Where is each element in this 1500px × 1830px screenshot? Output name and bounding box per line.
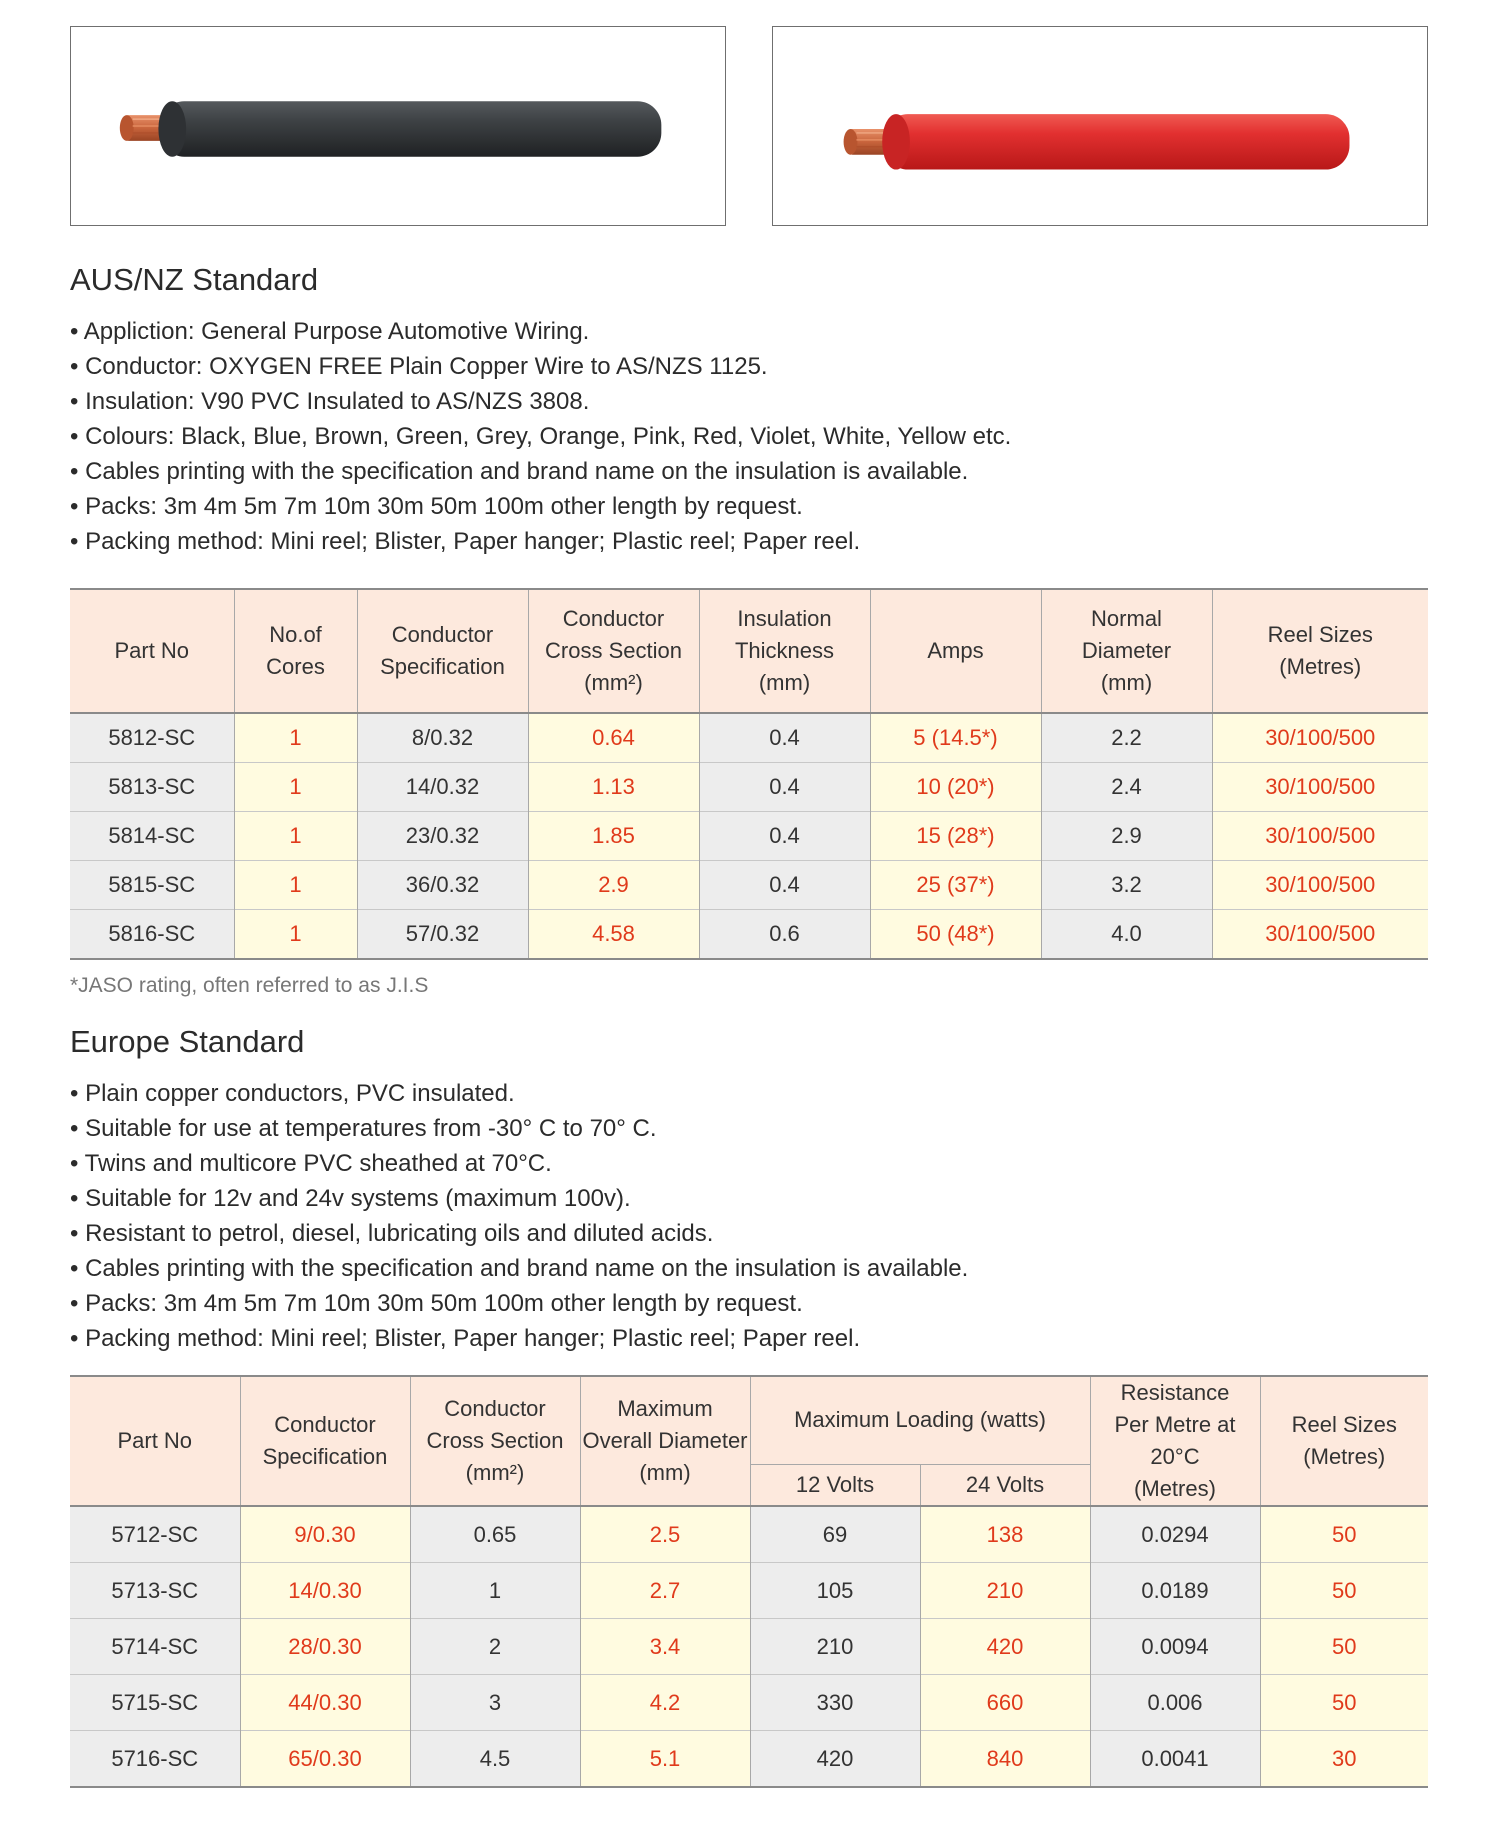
part-no-cell: 5715-SC xyxy=(70,1675,240,1731)
reel-sizes-cell: 50 xyxy=(1260,1563,1428,1619)
aus-bullet-item: • Packing method: Mini reel; Blister, Paper hanger; Plastic reel; Paper reel. xyxy=(70,524,1011,559)
diameter-cell: 2.7 xyxy=(580,1563,750,1619)
aus-bullet-item: • Appliction: General Purpose Automotive Wiring. xyxy=(70,314,1011,349)
resistance-cell: 0.0189 xyxy=(1090,1563,1260,1619)
eu-bullet-item: • Suitable for use at temperatures from -30° C to 70° C. xyxy=(70,1111,968,1146)
header-line: Conductor xyxy=(391,622,494,647)
cross-section-cell: 2 xyxy=(410,1619,580,1675)
diameter-cell: 2.5 xyxy=(580,1506,750,1563)
table-row xyxy=(70,812,1428,861)
header-line: (mm) xyxy=(639,1460,691,1485)
header-line: Cross Section xyxy=(426,1428,564,1453)
header-line: Resistance xyxy=(1120,1380,1230,1405)
header-part-no xyxy=(70,589,234,713)
diameter-cell: 3.4 xyxy=(580,1619,750,1675)
header-no-of-cores xyxy=(234,589,357,713)
insulation-cell: 0.4 xyxy=(699,763,870,812)
cores-cell: 1 xyxy=(234,812,357,861)
reel-sizes-cell: 30/100/500 xyxy=(1212,861,1428,910)
insulation-cell: 0.4 xyxy=(699,861,870,910)
header-line: Reel Sizes xyxy=(1291,1412,1397,1437)
header-24-volts: 24 Volts xyxy=(920,1464,1090,1506)
resistance-cell: 0.0041 xyxy=(1090,1731,1260,1788)
cross-section-cell: 4.5 xyxy=(410,1731,580,1788)
header-normal-diameter xyxy=(1041,589,1212,713)
cores-cell: 1 xyxy=(234,763,357,812)
loading-12v-cell: 69 xyxy=(750,1506,920,1563)
conductor-spec-cell: 65/0.30 xyxy=(240,1731,410,1788)
eu-bullet-item: • Cables printing with the specification and brand name on the insulation is available. xyxy=(70,1251,968,1286)
table-row xyxy=(70,861,1428,910)
header-line: Part No xyxy=(117,1428,193,1453)
eu-table-header xyxy=(70,1376,1428,1464)
header-line: Specification xyxy=(380,654,505,679)
reel-sizes-cell: 50 xyxy=(1260,1675,1428,1731)
table-row xyxy=(70,1506,1428,1563)
product-images xyxy=(70,26,1426,228)
header-line: Reel Sizes xyxy=(1267,622,1373,647)
table-row xyxy=(70,1731,1428,1788)
cross-section-cell: 1.13 xyxy=(528,763,699,812)
header-line: (mm²) xyxy=(465,1460,525,1485)
header-overall-diameter xyxy=(580,1376,750,1506)
resistance-cell: 0.0094 xyxy=(1090,1619,1260,1675)
amps-cell: 10 (20*) xyxy=(870,763,1041,812)
table-row xyxy=(70,1563,1428,1619)
part-no-cell: 5815-SC xyxy=(70,861,234,910)
header-line: (mm²) xyxy=(584,670,643,695)
aus-table-header xyxy=(70,589,1428,713)
table-row xyxy=(70,1619,1428,1675)
aus-bullet-item: • Insulation: V90 PVC Insulated to AS/NZS 3808. xyxy=(70,384,1011,419)
header-line: Overall Diameter xyxy=(582,1428,748,1453)
diameter-cell: 5.1 xyxy=(580,1731,750,1788)
part-no-cell: 5714-SC xyxy=(70,1619,240,1675)
part-no-cell: 5814-SC xyxy=(70,812,234,861)
diameter-cell: 2.9 xyxy=(1041,812,1212,861)
header-line: Insulation xyxy=(737,606,832,631)
header-line: Cores xyxy=(266,654,325,679)
reel-sizes-cell: 30/100/500 xyxy=(1212,763,1428,812)
reel-sizes-cell: 30/100/500 xyxy=(1212,812,1428,861)
header-line: 20°C xyxy=(1150,1444,1200,1469)
header-conductor-specification xyxy=(240,1376,410,1506)
loading-12v-cell: 330 xyxy=(750,1675,920,1731)
header-conductor-specification xyxy=(357,589,528,713)
reel-sizes-cell: 30/100/500 xyxy=(1212,713,1428,763)
header-line: Diameter xyxy=(1081,638,1172,663)
eu-bullet-item: • Suitable for 12v and 24v systems (maximum 100v). xyxy=(70,1181,968,1216)
loading-24v-cell: 210 xyxy=(920,1563,1090,1619)
amps-cell: 5 (14.5*) xyxy=(870,713,1041,763)
cross-section-cell: 4.58 xyxy=(528,910,699,960)
reel-sizes-cell: 50 xyxy=(1260,1506,1428,1563)
aus-bullet-item: • Cables printing with the specification and brand name on the insulation is available. xyxy=(70,454,1011,489)
part-no-cell: 5716-SC xyxy=(70,1731,240,1788)
loading-12v-cell: 105 xyxy=(750,1563,920,1619)
conductor-spec-cell: 14/0.32 xyxy=(357,763,528,812)
header-amps xyxy=(870,589,1041,713)
part-no-cell: 5712-SC xyxy=(70,1506,240,1563)
black-cable-image xyxy=(70,26,726,226)
aus-section-title: AUS/NZ Standard xyxy=(70,262,319,297)
eu-bullet-item: • Resistant to petrol, diesel, lubricating oils and diluted acids. xyxy=(70,1216,968,1251)
part-no-cell: 5812-SC xyxy=(70,713,234,763)
header-line: Specification xyxy=(262,1444,388,1469)
conductor-spec-cell: 28/0.30 xyxy=(240,1619,410,1675)
eu-feature-list xyxy=(70,1076,968,1356)
diameter-cell: 4.0 xyxy=(1041,910,1212,960)
diameter-cell: 2.2 xyxy=(1041,713,1212,763)
header-line: Conductor xyxy=(444,1396,546,1421)
header-line: (mm) xyxy=(758,670,811,695)
eu-bullet-item: • Twins and multicore PVC sheathed at 70°C. xyxy=(70,1146,968,1181)
table-row xyxy=(70,713,1428,763)
aus-bullet-item: • Colours: Black, Blue, Brown, Green, Grey, Orange, Pink, Red, Violet, White, Yellow etc. xyxy=(70,419,1011,454)
loading-24v-cell: 420 xyxy=(920,1619,1090,1675)
loading-24v-cell: 840 xyxy=(920,1731,1090,1788)
amps-cell: 50 (48*) xyxy=(870,910,1041,960)
loading-24v-cell: 660 xyxy=(920,1675,1090,1731)
table-row xyxy=(70,1675,1428,1731)
cores-cell: 1 xyxy=(234,713,357,763)
reel-sizes-cell: 50 xyxy=(1260,1619,1428,1675)
loading-24v-cell: 138 xyxy=(920,1506,1090,1563)
header-line: Thickness xyxy=(734,638,835,663)
eu-section-title: Europe Standard xyxy=(70,1024,305,1059)
conductor-spec-cell: 14/0.30 xyxy=(240,1563,410,1619)
insulation-cell: 0.4 xyxy=(699,812,870,861)
header-line: Maximum xyxy=(617,1396,713,1421)
header-line: Conductor xyxy=(562,606,665,631)
conductor-spec-cell: 44/0.30 xyxy=(240,1675,410,1731)
conductor-spec-cell: 57/0.32 xyxy=(357,910,528,960)
conductor-spec-cell: 8/0.32 xyxy=(357,713,528,763)
part-no-cell: 5816-SC xyxy=(70,910,234,960)
header-part-no xyxy=(70,1376,240,1506)
header-cross-section xyxy=(410,1376,580,1506)
cross-section-cell: 1.85 xyxy=(528,812,699,861)
part-no-cell: 5713-SC xyxy=(70,1563,240,1619)
cross-section-cell: 0.64 xyxy=(528,713,699,763)
header-maximum-loading: Maximum Loading (watts) xyxy=(750,1376,1090,1464)
resistance-cell: 0.0294 xyxy=(1090,1506,1260,1563)
loading-12v-cell: 420 xyxy=(750,1731,920,1788)
header-line: Per Metre at xyxy=(1114,1412,1236,1437)
diameter-cell: 2.4 xyxy=(1041,763,1212,812)
aus-feature-list xyxy=(70,314,1011,559)
reel-sizes-cell: 30/100/500 xyxy=(1212,910,1428,960)
amps-cell: 15 (28*) xyxy=(870,812,1041,861)
cross-section-cell: 2.9 xyxy=(528,861,699,910)
insulation-cell: 0.6 xyxy=(699,910,870,960)
header-cross-section xyxy=(528,589,699,713)
header-line: Part No xyxy=(114,638,190,663)
conductor-spec-cell: 23/0.32 xyxy=(357,812,528,861)
table-row xyxy=(70,763,1428,812)
header-reel-sizes xyxy=(1212,589,1428,713)
amps-cell: 25 (37*) xyxy=(870,861,1041,910)
header-line: Cross Section xyxy=(545,638,682,663)
aus-bullet-item: • Packs: 3m 4m 5m 7m 10m 30m 50m 100m other length by request. xyxy=(70,489,1011,524)
loading-12v-cell: 210 xyxy=(750,1619,920,1675)
insulation-cell: 0.4 xyxy=(699,713,870,763)
aus-bullet-item: • Conductor: OXYGEN FREE Plain Copper Wire to AS/NZS 1125. xyxy=(70,349,1011,384)
header-12-volts: 12 Volts xyxy=(750,1464,920,1506)
eu-bullet-item: • Packs: 3m 4m 5m 7m 10m 30m 50m 100m other length by request. xyxy=(70,1286,968,1321)
header-line: (Metres) xyxy=(1134,1476,1216,1501)
cores-cell: 1 xyxy=(234,861,357,910)
eu-bullet-item: • Plain copper conductors, PVC insulated. xyxy=(70,1076,968,1111)
aus-spec-table xyxy=(70,588,1428,960)
header-resistance xyxy=(1090,1376,1260,1506)
diameter-cell: 3.2 xyxy=(1041,861,1212,910)
header-line: (Metres) xyxy=(1279,654,1362,679)
conductor-spec-cell: 9/0.30 xyxy=(240,1506,410,1563)
header-line: No.of xyxy=(269,622,322,647)
reel-sizes-cell: 30 xyxy=(1260,1731,1428,1788)
red-cable-image xyxy=(772,26,1428,226)
cross-section-cell: 0.65 xyxy=(410,1506,580,1563)
header-line: (Metres) xyxy=(1303,1444,1386,1469)
header-insulation-thickness xyxy=(699,589,870,713)
header-line: (mm) xyxy=(1100,670,1153,695)
eu-bullet-item: • Packing method: Mini reel; Blister, Paper hanger; Plastic reel; Paper reel. xyxy=(70,1321,968,1356)
header-line: Amps xyxy=(927,638,984,663)
cross-section-cell: 1 xyxy=(410,1563,580,1619)
part-no-cell: 5813-SC xyxy=(70,763,234,812)
header-line: Normal xyxy=(1091,606,1162,631)
cores-cell: 1 xyxy=(234,910,357,960)
jaso-footnote: *JASO rating, often referred to as J.I.S xyxy=(70,974,429,997)
cross-section-cell: 3 xyxy=(410,1675,580,1731)
eu-spec-table xyxy=(70,1375,1428,1788)
diameter-cell: 4.2 xyxy=(580,1675,750,1731)
resistance-cell: 0.006 xyxy=(1090,1675,1260,1731)
header-reel-sizes xyxy=(1260,1376,1428,1506)
table-row xyxy=(70,910,1428,960)
header-line: Conductor xyxy=(274,1412,376,1437)
conductor-spec-cell: 36/0.32 xyxy=(357,861,528,910)
